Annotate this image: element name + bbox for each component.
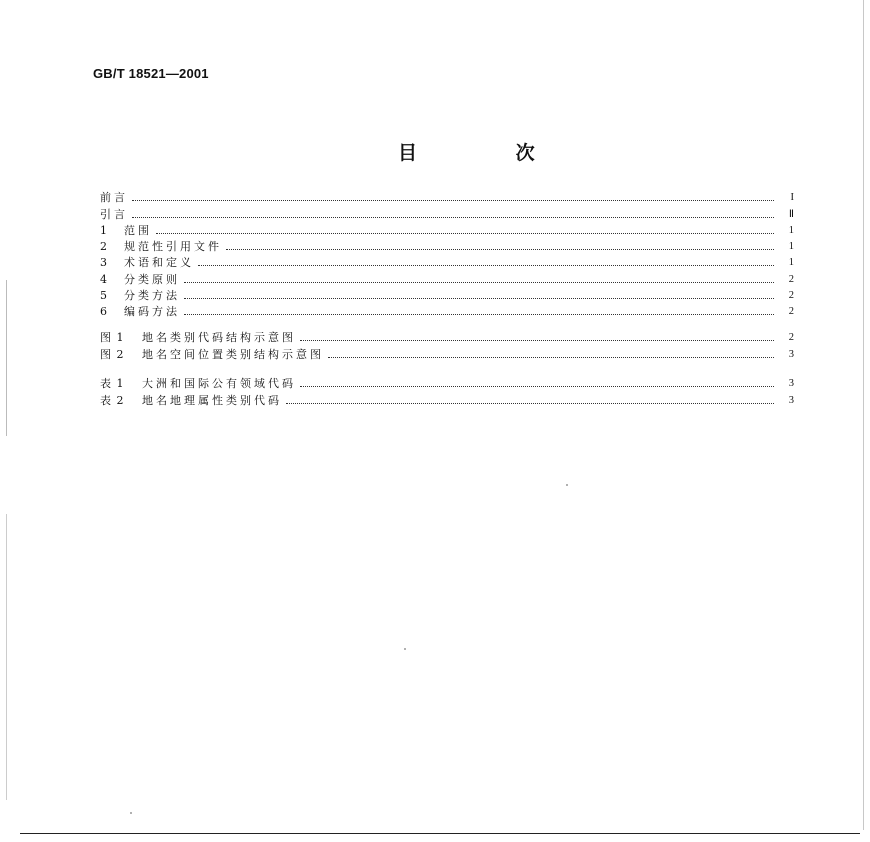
toc-figure-entry[interactable]	[100, 328, 794, 344]
leader-dots	[286, 402, 774, 404]
table-number: 表 1	[100, 377, 125, 391]
scan-speck	[566, 484, 568, 486]
toc-table-entry[interactable]	[100, 390, 794, 406]
toc-entry-text: 分类原则	[124, 272, 180, 286]
figure-page: 2	[788, 332, 794, 344]
scan-edge-right	[863, 0, 864, 830]
leader-dots	[300, 385, 774, 387]
scan-speck	[404, 648, 406, 650]
toc-entry[interactable]	[100, 221, 794, 237]
toc-entry-number: 3	[100, 256, 108, 270]
table-title: 大洲和国际公有领域代码	[142, 377, 296, 391]
figure-title: 地名空间位置类别结构示意图	[142, 347, 324, 361]
toc-entry-page: 2	[788, 306, 794, 318]
scan-edge-left	[6, 280, 7, 800]
toc-tables	[100, 374, 794, 407]
table-number: 表 2	[100, 393, 125, 407]
toc-entry-page: 2	[788, 273, 794, 285]
toc-entry[interactable]	[100, 204, 794, 220]
toc-entry-number: 5	[100, 289, 108, 303]
scan-speck	[130, 812, 132, 814]
toc-entry-text: 规范性引用文件	[124, 240, 222, 254]
toc-entry-number: 2	[100, 240, 108, 254]
toc-entry-text: 术语和定义	[124, 256, 194, 270]
toc-entry-page: 1	[788, 241, 794, 253]
toc-entry-text: 前言	[100, 191, 128, 205]
toc-entry-page: Ⅱ	[788, 208, 794, 220]
leader-dots	[132, 216, 774, 218]
toc-entry-text: 编码方法	[124, 305, 180, 319]
toc-entry-text: 分类方法	[124, 289, 180, 303]
toc-entry[interactable]	[100, 253, 794, 269]
toc-entry-text: 引言	[100, 207, 128, 221]
toc-figures	[100, 328, 794, 361]
toc-entry[interactable]	[100, 188, 794, 204]
leader-dots	[300, 339, 774, 341]
toc-entry-page: I	[790, 192, 794, 204]
toc-entry[interactable]	[100, 269, 794, 285]
figure-page: 3	[788, 348, 794, 360]
toc-entry[interactable]	[100, 286, 794, 302]
figure-number: 图 2	[100, 347, 125, 361]
standard-code: GB/T 18521—2001	[93, 66, 209, 81]
leader-dots	[156, 232, 774, 234]
table-page: 3	[788, 394, 794, 406]
toc-entry-number: 4	[100, 272, 108, 286]
toc-table-entry[interactable]	[100, 374, 794, 390]
table-page: 3	[788, 378, 794, 390]
toc-entry-page: 2	[788, 290, 794, 302]
leader-dots	[226, 248, 774, 250]
toc-figure-entry[interactable]	[100, 344, 794, 360]
figure-title: 地名类别代码结构示意图	[142, 331, 296, 345]
leader-dots	[184, 313, 774, 315]
toc-entry-number: 1	[100, 223, 108, 237]
leader-dots	[184, 297, 774, 299]
toc-entry-number: 6	[100, 305, 108, 319]
toc-sections	[100, 188, 794, 318]
toc-entry-page: 1	[788, 224, 794, 236]
toc-entry-text: 范围	[124, 223, 152, 237]
leader-dots	[132, 199, 774, 201]
toc-entry[interactable]	[100, 237, 794, 253]
toc-entry-page: 1	[788, 257, 794, 269]
table-title: 地名地理属性类别代码	[142, 393, 282, 407]
leader-dots	[184, 281, 774, 283]
toc-entry[interactable]	[100, 302, 794, 318]
figure-number: 图 1	[100, 331, 125, 345]
scan-edge-bottom	[20, 833, 860, 834]
leader-dots	[198, 264, 774, 266]
leader-dots	[328, 356, 774, 358]
toc-title: 目 次	[398, 142, 581, 164]
